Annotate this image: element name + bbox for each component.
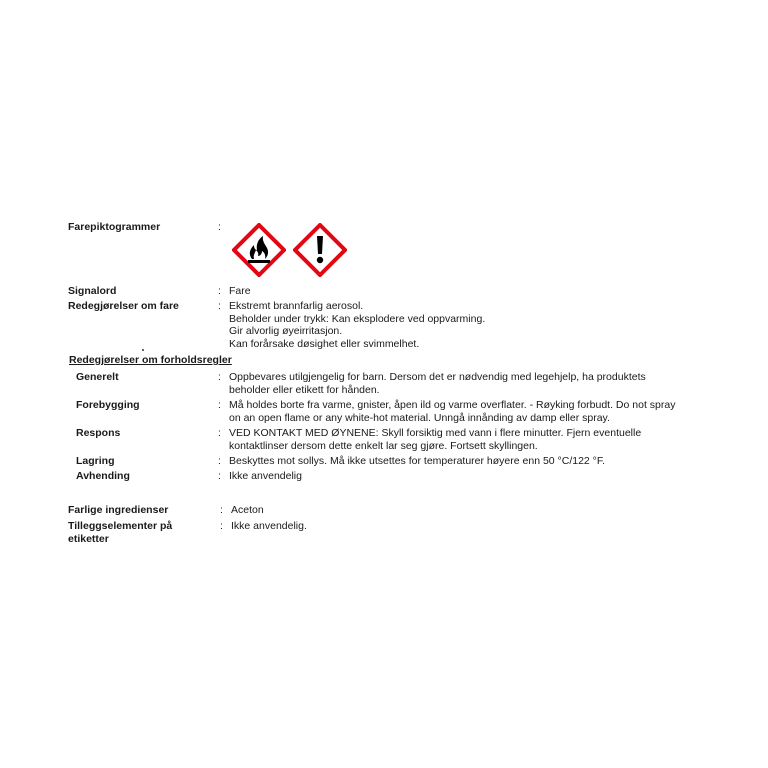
forebygging-line: Må holdes borte fra varme, gnister, åpen ild og varme overflater. - Røyking forbudt. Do not spray [229,399,676,411]
generelt-line: Oppbevares utilgjengelig for barn. Dersom det er nødvendig med legehjelp, ha produktets [229,371,646,383]
avhending-colon: : [218,470,221,482]
lagring-text: Beskyttes mot sollys. Må ikke utsettes for temperaturer høyere enn 50 °C/122 °F. [229,455,606,467]
ingredients-colon: : [220,504,223,516]
hazard-colon: : [218,300,221,312]
supplemental-value: Ikke anvendelig. [231,520,307,532]
supplemental-label-line: Tilleggselementer på [68,520,173,532]
generelt-label: Generelt [76,371,119,383]
hazard-label: Redegjørelser om fare [68,300,179,312]
respons-label: Respons [76,427,121,439]
supplemental-label [68,520,172,546]
supplemental-colon: : [220,520,223,532]
forebygging-line: on an open flame or any white-hot material. Unngå innånding av damp eller spray. [229,411,610,424]
forebygging-text [229,399,675,424]
hazard-line: Beholder under trykk: Kan eksplodere ved oppvarming. [229,312,486,325]
respons-line: kontaktlinser dersom dette enkelt lar seg gjøre. Fortsett skyllingen. [229,439,538,452]
generelt-line: beholder eller etikett for hånden. [229,383,380,396]
exclamation-pictogram-icon [293,223,347,277]
hazard-line: Gir alvorlig øyeirritasjon. [229,325,343,337]
respons-line: VED KONTAKT MED ØYNENE: Skyll forsiktig med vann i flere minutter. Fjern eventuelle [229,427,642,439]
signal-label: Signalord [68,285,117,297]
pictograms-label: Farepiktogrammer [68,221,161,233]
forebygging-label: Forebygging [76,399,140,411]
signal-colon: : [218,285,221,297]
generelt-text [229,371,646,396]
respons-text [229,427,641,452]
signal-value: Fare [229,285,251,297]
hazard-statements [229,300,485,350]
ingredients-label: Farlige ingredienser [68,504,169,516]
ingredients-value: Aceton [231,504,264,516]
respons-colon: : [218,427,221,439]
avhending-label: Avhending [76,470,130,482]
lagring-label: Lagring [76,455,115,467]
forebygging-colon: : [218,399,221,411]
flame-pictogram-icon [232,223,286,277]
avhending-text: Ikke anvendelig [229,470,302,482]
hazard-line: Kan forårsake døsighet eller svimmelhet. [229,337,420,350]
pictograms-colon: : [218,221,221,233]
precautions-heading: Redegjørelser om forholdsregler [69,354,232,366]
generelt-colon: : [218,371,221,383]
lagring-colon: : [218,455,221,467]
supplemental-label-line: etiketter [68,533,109,545]
hazard-line: Ekstremt brannfarlig aerosol. [229,300,364,312]
stray-dot [142,349,144,351]
